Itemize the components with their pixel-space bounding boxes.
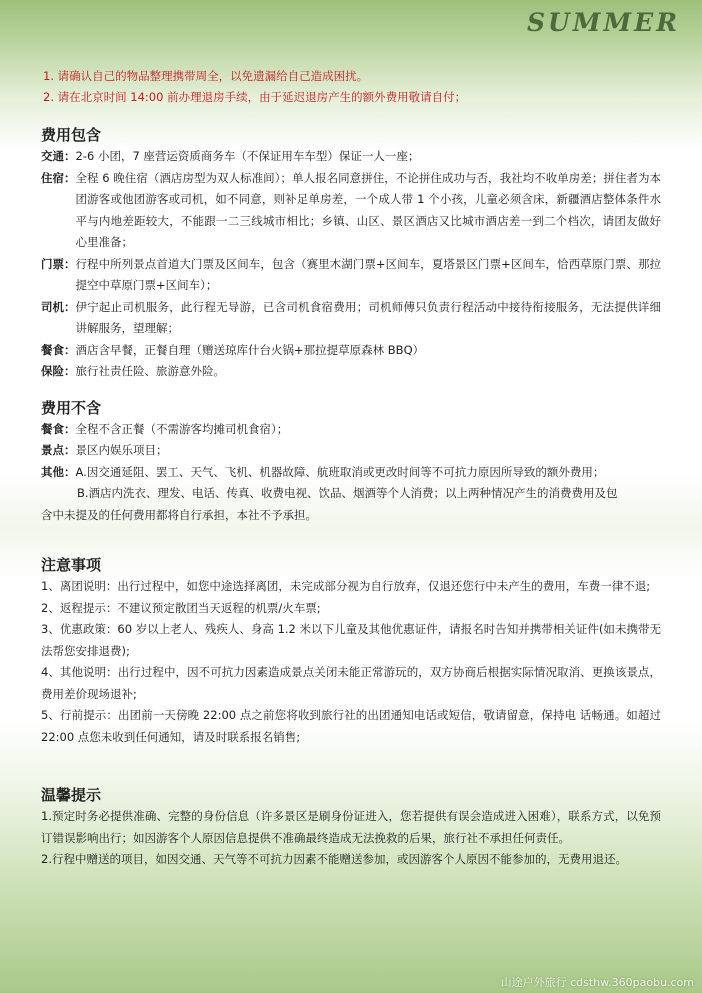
section-tips: [41, 784, 661, 871]
note-item-1: 1、离团说明：出行过程中，如您中途选择离团，未完成部分视为自行放弃，仅退还您行中未产生的费用，车费一律不退;: [41, 579, 651, 593]
section-excluded: [41, 397, 661, 527]
item-label: 住宿：: [41, 170, 76, 185]
tip-item-1: 1.预定时务必提供准确、完整的身份信息（许多景区是刷身份证进入，您若提供有误会造成进入困难），联系方式，以免预订错误影响出行；如因游客个人原因信息提供不准确最终造成无法挽救的后果，旅行社不承担任何责任。: [41, 809, 661, 845]
document-body: [41, 66, 661, 871]
section-title-excluded: 费用不含: [41, 398, 102, 417]
note-item-5: 5、行前提示：出团前一天傍晚 22:00 点之前您将收到旅行社的出团通知电话或短信，敬请留意，保持电 话畅通。如超过 22:00 点您未收到任何通知，请及时联系报名销售;: [41, 708, 661, 744]
included-item-meals: [41, 340, 661, 362]
item-label: 交通：: [41, 149, 76, 163]
section-notes: [41, 554, 661, 748]
excluded-item-meals: [41, 419, 661, 441]
item-text: A.因交通延阻、罢工、天气、飞机、机器故障、航班取消或更改时间等不可抗力原因所导致的额外费用；: [75, 464, 605, 479]
note-item-3: 3、优惠政策：60 岁以上老人、残疾人、身高 1.2 米以下儿童及其他优惠证件，请报名时告知并携带相关证件(如未携带无法帮您安排退费);: [41, 622, 661, 658]
item-text: 2-6 小团，7 座营运资质商务车（不保证用车车型）保证一人一座；: [75, 149, 420, 163]
section-title-included: 费用包含: [41, 126, 102, 144]
included-item-insurance: [41, 361, 661, 383]
item-label: 景点：: [41, 443, 76, 457]
included-item-driver: [41, 297, 661, 340]
section-title-tips: 温馨提示: [41, 786, 102, 804]
included-item-tickets: [41, 254, 661, 297]
summer-logo: SUMMER: [526, 8, 680, 37]
item-label: 司机：: [41, 299, 76, 314]
note-item-4: 4、其他说明：出行过程中，因不可抗力因素造成景点关闭未能正常游玩的，双方协商后根据实际情况取消、更换该景点，费用差价现场退补;: [41, 665, 661, 701]
excluded-other-b-cont: 含中未提及的任何费用都将自行承担，本社不予承担。: [41, 507, 317, 522]
section-title-notes: 注意事项: [41, 556, 102, 574]
item-label: 门票：: [41, 256, 76, 271]
item-text: 全程 6 晚住宿（酒店房型为双人标准间）；单人报名同意拼住，不论拼住成功与否，我社均不收单房差；拼住者为本团游客或他团游客或司机，如不同意，则补足单房差，一个成人带 1 个小孩，儿童必须含床，新疆酒店整体条件水平与内地差距较大，不能跟一二三线城市相比；乡镇、山区、景区酒店又比城市酒店差一到二个档次，请团友做好心里准备；: [75, 170, 661, 249]
item-text: 旅行社责任险、旅游意外险。: [75, 364, 225, 378]
notice-1: 1. 请确认自己的物品整理携带周全，以免遗漏给自己造成困扰。: [43, 69, 369, 83]
item-label: 餐食：: [41, 421, 76, 436]
section-included: [41, 124, 661, 383]
item-label: 保险：: [41, 364, 76, 378]
footer-watermark: 山途户外旅行 cdsthw.360paobu.com: [500, 976, 694, 989]
item-label: 其他：: [41, 464, 76, 479]
notice-2: 2. 请在北京时间 14:00 前办理退房手续，由于延迟退房产生的额外费用敬请自付；: [43, 90, 467, 104]
item-text: 全程不含正餐（不需游客均摊司机食宿）；: [75, 421, 289, 436]
excluded-item-sights: [41, 440, 661, 462]
excluded-item-other: [41, 462, 661, 484]
item-text: 行程中所列景点首道大门票及区间车，包含（赛里木湖门票+区间车，夏塔景区门票+区间车，恰西草原门票、那拉提空中草原门票+区间车）；: [75, 256, 661, 292]
excluded-other-b: B.酒店内洗衣、理发、电话、传真、收费电视、饮品、烟酒等个人消费；以上两种情况产生的消费费用及包: [77, 486, 618, 500]
item-text: 景区内娱乐项目；: [75, 443, 168, 457]
item-text: 伊宁起止司机服务，此行程无导游，已含司机食宿费用；司机师傅只负责行程活动中接待衔接服务，无法提供详细讲解服务，望理解；: [75, 299, 661, 335]
item-label: 餐食：: [41, 342, 76, 357]
tip-item-2: 2.行程中赠送的项目，如因交通、天气等不可抗力因素不能赠送参加，或因游客个人原因不能参加的，无费用退还。: [41, 852, 627, 866]
item-text: 酒店含早餐，正餐自理（赠送琼库什台火锅+那拉提草原森林 BBQ）: [75, 342, 425, 357]
included-item-transport: [41, 146, 661, 168]
note-item-2: 2、返程提示：不建议预定散团当天返程的机票/火车票;: [41, 600, 321, 615]
included-item-lodging: [41, 168, 661, 254]
